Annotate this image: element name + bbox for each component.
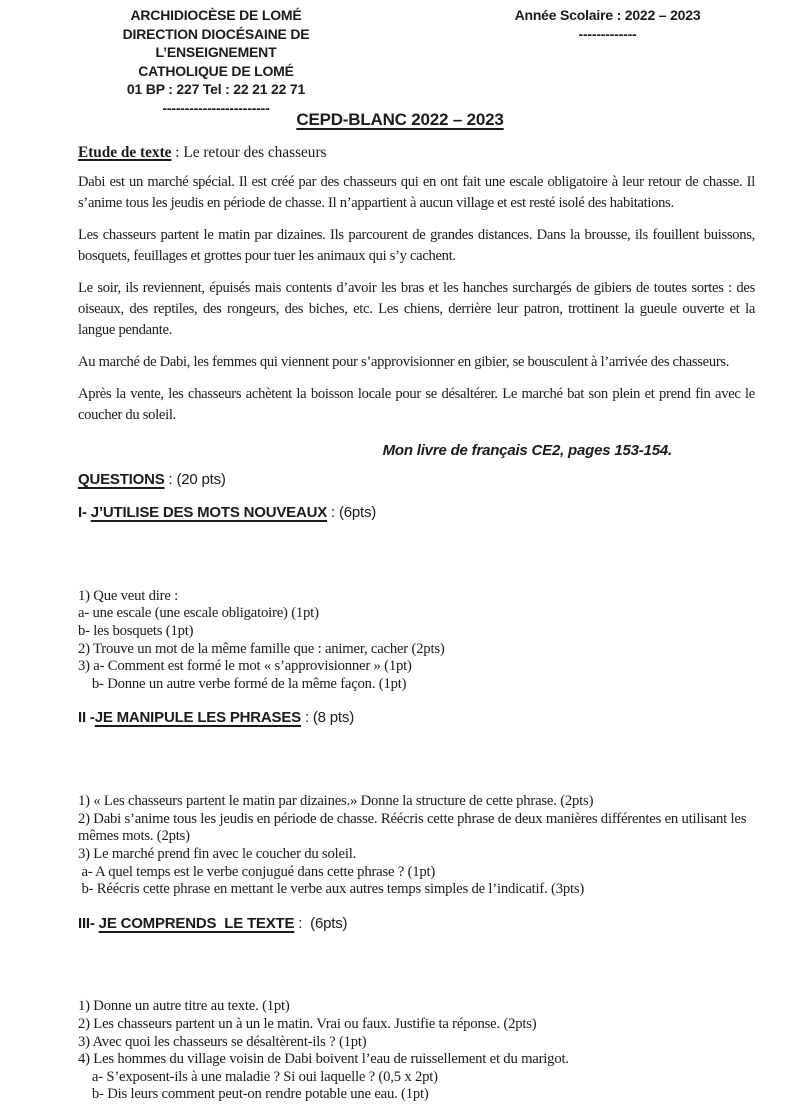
section-numeral: I-	[78, 504, 91, 521]
section-comprehension-questions	[78, 946, 755, 1104]
section-title: JE MANIPULE LES PHRASES	[94, 709, 301, 727]
body-paragraph: Le soir, ils reviennent, épuisés mais contents d’avoir les bras et les hanches surchargés de gibiers de toutes sortes : des oiseaux, des reptiles, des rongeurs, des biches, etc. Les chiens, derrière leur patron, trottinent la gueule ouverte et la langue pendante.	[78, 280, 755, 338]
document-header	[0, 0, 800, 116]
section-points: : (6pts)	[294, 914, 348, 932]
text-study-heading	[78, 144, 755, 162]
question-line: 3) a- Comment est formé le mot « s’approvisionner » (1pt)	[78, 658, 412, 675]
section-numeral: III-	[78, 914, 99, 932]
source-reference: Mon livre de français CE2, pages 153-154.	[382, 442, 672, 459]
section-sentences	[78, 709, 755, 898]
section-vocabulary-questions	[78, 535, 755, 693]
header-school-year-line: -------------	[578, 25, 637, 42]
question-line: b- Donne un autre verbe formé de la même façon. (1pt)	[78, 675, 407, 692]
header-institution-line: ------------------------	[162, 99, 270, 116]
question-line: b- les bosquets (1pt)	[78, 622, 194, 639]
header-institution-line: CATHOLIQUE DE LOMÉ	[138, 62, 294, 79]
question-line: b- Réécris cette phrase en mettant le verbe aux autres temps simples de l’indicatif. (3pts)	[78, 881, 585, 898]
question-line: a- une escale (une escale obligatoire) (1pt)	[78, 605, 319, 622]
section-title: JE COMPRENDS LE TEXTE	[98, 914, 295, 932]
question-line: b- Dis leurs comment peut-on rendre potable une eau. (1pt)	[78, 1086, 429, 1103]
exam-title: CEPD-BLANC 2022 – 2023	[296, 110, 504, 129]
section-points: : (6pts)	[327, 504, 377, 521]
header-school-year-line: Année Scolaire : 2022 – 2023	[514, 7, 701, 23]
question-line: 3) Le marché prend fin avec le coucher du soleil.	[78, 845, 357, 862]
question-line: 2) Dabi s’anime tous les jeudis en période de chasse. Réécris cette phrase de deux manières différentes en utilisant les mêmes mots. (2pts)	[78, 810, 750, 845]
section-numeral: II -	[78, 709, 95, 727]
questions-label: QUESTIONS	[78, 471, 165, 488]
header-institution-line: ARCHIDIOCÈSE DE LOMÉ	[130, 7, 302, 23]
text-study-title: : Le retour des chasseurs	[171, 144, 327, 161]
section-vocabulary-heading	[78, 504, 755, 521]
reading-text	[78, 172, 755, 426]
text-study-label: Etude de texte	[78, 144, 172, 161]
section-sentences-questions	[78, 740, 755, 898]
question-line: a- S’exposent-ils à une maladie ? Si oui laquelle ? (0,5 x 2pt)	[78, 1068, 438, 1085]
section-points: : (8 pts)	[300, 709, 354, 727]
section-comprehension	[78, 915, 755, 1104]
document-content	[78, 144, 755, 1104]
section-comprehension-heading	[78, 915, 755, 932]
body-paragraph: Dabi est un marché spécial. Il est créé par des chasseurs qui en ont fait une escale obligatoire à leur retour de chasse. Il s’anime tous les jeudis en période de chasse. Il n’appartient à aucun village et est resté isolé des habitations.	[78, 174, 755, 211]
question-line: 1) Que veut dire :	[78, 587, 178, 604]
question-line: 2) Les chasseurs partent un à un le matin. Vrai ou faux. Justifie ta réponse. (2pts)	[78, 1016, 537, 1033]
question-line: 4) Les hommes du village voisin de Dabi boivent l’eau de ruissellement et du marigot.	[78, 1051, 569, 1068]
section-sentences-heading	[78, 709, 755, 726]
questions-points: : (20 pts)	[164, 471, 226, 488]
question-line: 3) Avec quoi les chasseurs se désaltèrent-ils ? (1pt)	[78, 1033, 367, 1050]
question-line: 1) « Les chasseurs partent le matin par dizaines.» Donne la structure de cette phrase. (2pts)	[78, 793, 594, 810]
body-paragraph: Au marché de Dabi, les femmes qui viennent pour s’approvisionner en gibier, se bousculent à l’arrivée des chasseurs.	[78, 354, 730, 370]
header-institution-block	[70, 6, 362, 117]
section-title: J’UTILISE DES MOTS NOUVEAUX	[90, 504, 328, 521]
header-institution-line: DIRECTION DIOCÉSAINE DE L’ENSEIGNEMENT	[122, 25, 310, 60]
header-school-year-block	[505, 6, 710, 43]
question-line: 1) Donne un autre titre au texte. (1pt)	[78, 998, 290, 1015]
section-vocabulary	[78, 504, 755, 693]
question-line: a- A quel temps est le verbe conjugué dans cette phrase ? (1pt)	[78, 863, 436, 880]
question-line: 2) Trouve un mot de la même famille que : animer, cacher (2pts)	[78, 640, 445, 657]
body-paragraph: Après la vente, les chasseurs achètent la boisson locale pour se désaltérer. Le marché bat son plein et prend fin avec le coucher du soleil.	[78, 386, 755, 423]
questions-heading	[78, 471, 755, 488]
header-institution-line: 01 BP : 227 Tel : 22 21 22 71	[126, 81, 306, 97]
body-paragraph: Les chasseurs partent le matin par dizaines. Ils parcourent de grandes distances. Dans la brousse, ils fouillent buissons, bosquets, feuillages et grottes pour tuer les animaux qui s’y cachent.	[78, 227, 755, 264]
